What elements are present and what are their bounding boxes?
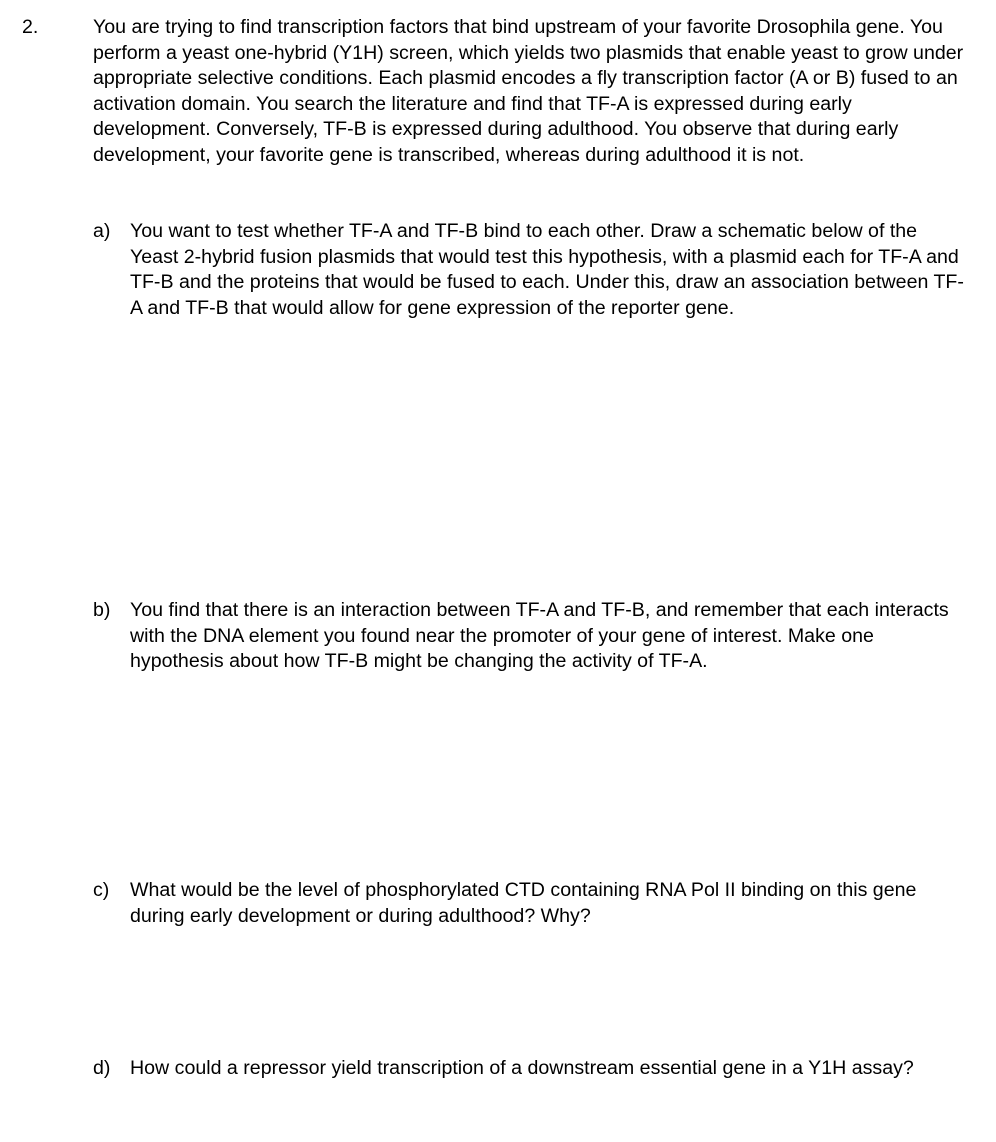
- part-a-label: a): [93, 220, 111, 242]
- part-a-text: You want to test whether TF-A and TF-B bind to each other. Draw a schematic below of the Yeast 2-hybrid fusion plasmids that would test this hypothesis, with a plasmid each for TF-A and TF-B and the proteins that would be fused to each. Under this, draw an association between TF-A and TF-B that would allow for gene expression of the reporter gene.: [130, 220, 964, 319]
- question-part-b: [93, 598, 965, 675]
- part-c-text: What would be the level of phosphorylated CTD containing RNA Pol II binding on this gene during early development or during adulthood? Why?: [130, 879, 917, 927]
- question-part-c: [93, 878, 965, 929]
- part-b-text: You find that there is an interaction between TF-A and TF-B, and remember that each interacts with the DNA element you found near the promoter of your gene of interest. Make one hypothesis about how TF-B might be changing the activity of TF-A.: [130, 599, 949, 673]
- part-d-label: d): [93, 1057, 111, 1079]
- part-c-label: c): [93, 879, 110, 901]
- question-number: 2.: [22, 16, 39, 38]
- question-intro: You are trying to find transcription factors that bind upstream of your favorite Drosophila gene. You perform a yeast one-hybrid (Y1H) screen, which yields two plasmids that enable yeast to grow under appropriate selective conditions. Each plasmid encodes a fly transcription factor (A or B) fused to an activation domain. You search the literature and find that TF-A is expressed during early development. Conversely, TF-B is expressed during adulthood. You observe that during early development, your favorite gene is transcribed, whereas during adulthood it is not.: [93, 16, 964, 166]
- question-part-d: [93, 1056, 965, 1082]
- question-part-a: [93, 219, 965, 321]
- part-b-label: b): [93, 599, 111, 621]
- part-d-text: How could a repressor yield transcription of a downstream essential gene in a Y1H assay?: [130, 1057, 914, 1079]
